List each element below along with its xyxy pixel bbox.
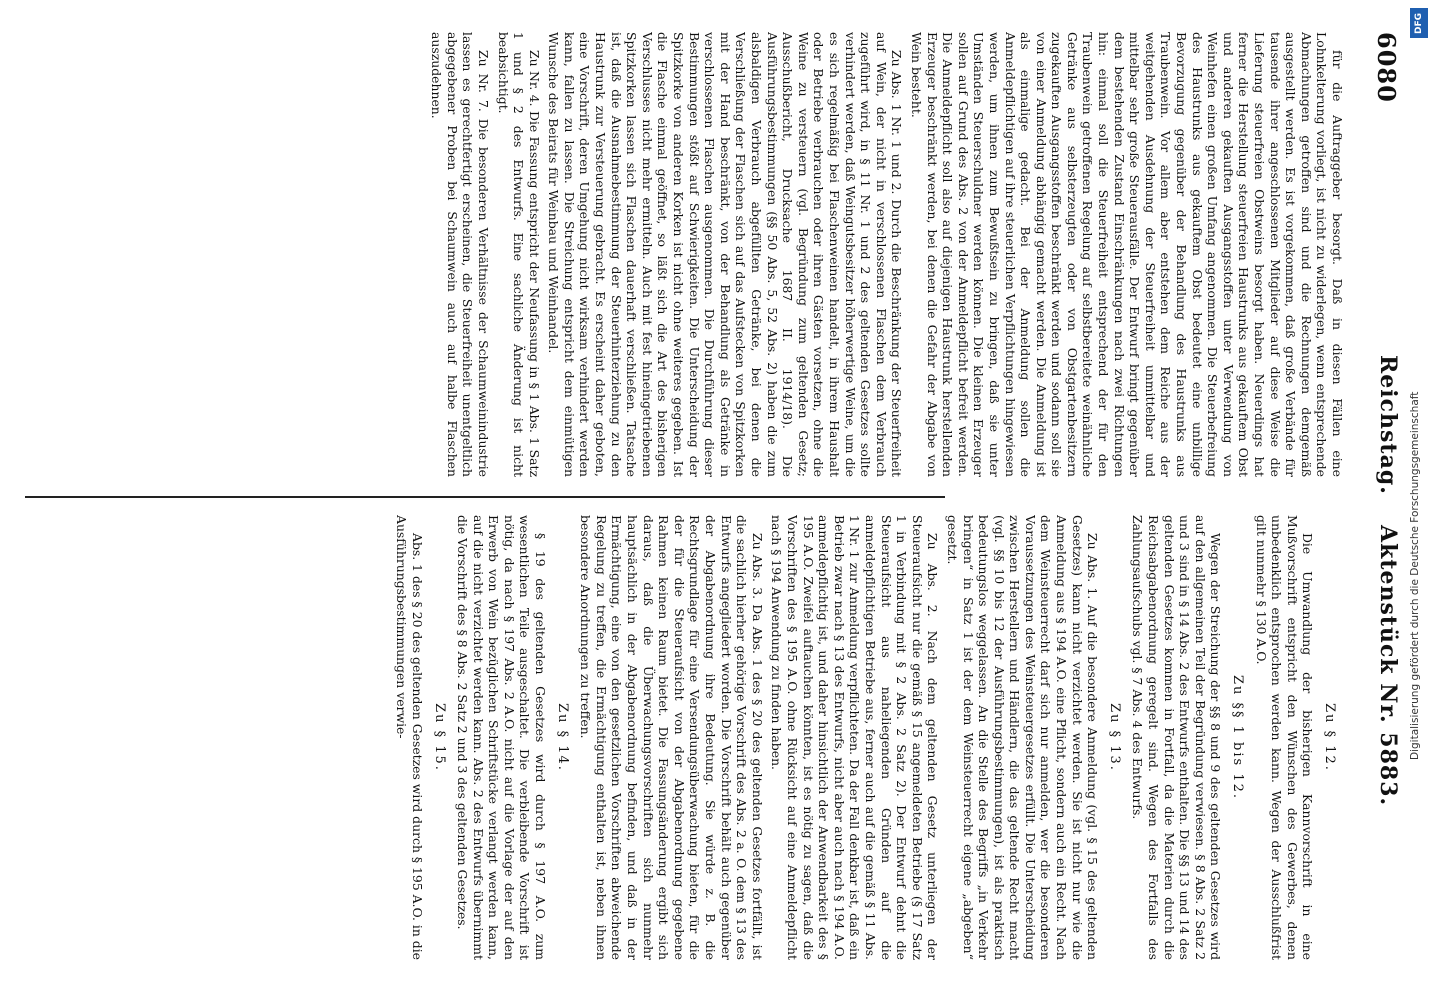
- header-right-title: Aktenstück Nr. 5883.: [1375, 525, 1401, 807]
- section-heading: Zu § 15.: [431, 703, 447, 772]
- paragraph: Zu Abs. 1 Nr. 1 und 2. Durch die Beschränkung der Steuerfreiheit auf Wein, der nicht in verschlossenen Flaschen dem Verbrauch zugeführt wird, in § 11 Nr. 1 und 2 des geltenden Gesetzes sollte verhindert werden, daß Weingutsbesitzer höherwertige Weine, um die es sich regelmäßig bei Flaschenweinen handelt, in ihrem Haushalt oder Betriebe verbrauchen oder ihren Gästen vorsetzen, ohne die Weine zu versteuern (vgl. Begründung zum geltenden Gesetz; Ausschußbericht, Drucksache 1687 II. 1914/18). Die Ausführungsbestimmungen (§§ 50 Abs. 5, 52 Abs. 2) haben die zum alsbaldigen Verbrauch abgefüllten Getränke, bei denen die Verschließung der Flaschen sich auf das Aufstecken von Spitzkorken mit der Hand beschränkt, von der Behandlung als Getränke in verschlossenen Flaschen ausgenommen. Die Durchführung dieser Bestimmungen stößt auf Schwierigkeiten. Die Unterscheidung der Spitzkorke von anderen Korken ist nicht ohne weiteres gegeben. Ist die Flasche einmal geöffnet, so läßt sich die Art des bisherigen Verschlusses nicht mehr ermitteln. Auch mit fest hineingetriebenen Spitzkorken lassen sich Flaschen dauerhaft verschließen. Tatsache ist, daß die Ausnahmebestimmung der Steuerhinterziehung zu den Haustrunk zur Versteuerung gebracht. Es erscheint daher geboten, eine Vorschrift, deren Umgehung nicht wirksam verhindert werden kann, fallen zu lassen. Die Streichung entspricht dem einmütigen Wunsche des Beirats für Weinbau und Weinhandel.: [546, 32, 905, 477]
- section-heading: Zu § 14.: [554, 703, 570, 772]
- column-divider: [25, 496, 945, 498]
- credit-text: Digitalisierung gefördert durch die Deutsche Forschungsgemeinschaft: [1409, 391, 1421, 760]
- paragraph: Zu Abs. 2. Nach dem geltenden Gesetz unterliegen der Steueraufsicht nur die gemäß § 15 angemeldeten Betriebe (§ 17 Satz 1 in Verbindung mit § 2 Abs. 2 Satz 2). Der Entwurf dehnt die Steueraufsicht aus naheliegenden Gründen auf die anmeldepflichtigen Betriebe aus, ferner auch auf die gemäß § 11 Abs. 1 Nr. 1 zur Anmeldung verpflichteten. Da der Fall denkbar ist, daß ein Betrieb zwar nach § 13 des Entwurfs, nicht aber auch nach § 194 A.O. anmeldepflichtig ist, und daher hinsichtlich der Anwendbarkeit des § 195 A.O. Zweifel auftauchen könnten, ist es nötig zu sagen, daß die Vorschriften des § 195 A.O. ohne Rücksicht auf eine Anmeldepflicht nach § 194 Anwendung zu finden haben.: [769, 515, 941, 960]
- section-heading: Zu § 13.: [1106, 703, 1122, 772]
- side-credit: [1406, 0, 1432, 1000]
- paragraph: Zu Nr. 7. Die besonderen Verhältnisse der Schaumweinindustrie lassen es gerechtfertigt erscheinen, die Steuerfreiheit unentgeltlich abgegebener Proben bei Schaumwein auch auf halbe Flaschen auszudehnen.: [429, 32, 491, 477]
- right-column: [25, 515, 1345, 960]
- header-left-title: Reichstag.: [1375, 355, 1401, 495]
- dfg-logo: DFG: [1410, 8, 1428, 38]
- paragraph: § 19 des geltenden Gesetzes wird durch § 197 A.O. zum wesentlichen Teile ausgeschaltet. Die verbleibende Vorschrift ist nötig, da nach § 197 Abs. 2 A.O. nicht auf die Vorlage der auf den Erwerb von Wein bezüglichen Schriftstücke verlangt werden kann, auf die nicht verzichtet werden kann. Abs. 2 des Entwurfs übernimmt die Vorschrift des § 8 Abs. 2 Satz 2 und 3 des geltenden Gesetzes.: [455, 515, 549, 960]
- left-column: [25, 32, 1345, 477]
- page-number: 6080: [1372, 32, 1401, 103]
- section-heading: Zu § 12.: [1322, 703, 1337, 772]
- paragraph: Die Umwandlung der bisherigen Kannvorschrift in eine Mußvorschrift entspricht den Wünschen des Gewerbes, denen unbedenklich entsprochen werden kann. Wegen der Ausschlußfrist gilt nunmehr § 130 A.O.: [1253, 515, 1316, 960]
- paragraph: Zu Abs. 1. Auf die besondere Anmeldung (vgl. § 15 des geltenden Gesetzes) kann nicht verzichtet werden. Sie ist nicht nur wie die Anmeldung aus § 194 A.O. eine Pflicht, sondern auch ein Recht. Nach dem Weinsteuerrecht darf sich nur anmelden, wer die besonderen Voraussetzungen des Weinsteuergesetzes erfüllt. Die Unterscheidung zwischen Herstellern und Händlern, die das geltende Recht macht (vgl. §§ 10 bis 12 der Ausführungsbestimmungen), ist als praktisch bedeutungslos weggelassen. An die Stelle des Begriffs „in Verkehr bringen“ in Satz 1 ist der dem Weinsteuerrecht eigene „abgeben“ gesetzt.: [944, 515, 1101, 960]
- paragraph: Zu Abs. 3. Da Abs. 1 des § 20 des geltenden Gesetzes fortfällt, ist die sachlich hierher gehörige Vorschrift des Abs. 2 a. O. dem § 13 des Entwurfs angegliedert worden. Die Vorschrift behält auch gegenüber der Abgabenordnung ihre Bedeutung. Sie würde z. B. die Rechtsgrundlage für eine Versendungsüberwachung bieten, für die der für die Steueraufsicht von der Abgabenordnung gegebene Rahmen keinen Raum bietet. Die Fassungsänderung ergibt sich daraus, daß die Überwachungsvorschriften sich nunmehr hauptsächlich in der Abgabenordnung befinden, und daß in der Ermächtigung, eine von den gesetzlichen Vorschriften abweichende Regelung zu treffen, die Ermächtigung enthalten ist, neben ihnen besondere Anordnungen zu treffen.: [578, 515, 765, 960]
- paragraph: Wegen der Streichung der §§ 8 und 9 des geltenden Gesetzes wird auf den allgemeinen Teil der Begründung verwiesen. § 8 Abs. 2 Satz 2 und 3 sind in § 14 Abs. 2 des Entwurfs enthalten. Die §§ 13 und 14 des geltenden Gesetzes kommen in Fortfall, da die Materien durch die Reichsabgabenordnung geregelt sind. Wegen des Fortfalls des Zahlungsaufschubs vgl. § 7 Abs. 4 des Entwurfs.: [1130, 515, 1224, 960]
- section-heading: Zu §§ 1 bis 12.: [1230, 674, 1246, 801]
- paragraph: Zu Nr. 4. Die Fassung entspricht der Neufassung in § 1 Abs. 1 Satz 1 und § 2 des Entwurfs. Eine sachliche Änderung ist nicht beabsichtigt.: [495, 32, 542, 477]
- paragraph: Abs. 1 des § 20 des geltenden Gesetzes wird durch § 195 A.O. in die Ausführungsbestimmungen verwie-: [394, 515, 425, 960]
- paragraph: für die Auftraggeber besorgt. Daß in diesen Fällen eine Lohnkelterung vorliegt, ist nicht zu widerlegen, wenn entsprechende Abmachungen getroffen sind und die Rechnungen demgemäß ausgestellt werden. Es ist vorgekommen, daß große Verbände für tausende ihrer angeschlossenen Mitglieder auf diese Weise die Lieferung steuerfreien Obstweins besorgt haben. Neuerdings hat ferner die Herstellung steuerfreien Haustrunks aus gekauftem Obst und anderen gekauften Ausgangsstoffen unter Verwendung von Weinhefen einen großen Umfang angenommen. Die Steuerbefreiung des Haustrunks aus gekauftem Obst bedeutet eine unbillige Bevorzugung gegenüber der Behandlung des Haustrunks aus Traubenwein. Vor allem aber entstehen dem Reiche aus der weitgehenden Ausdehnung der Steuerfreiheit unmittelbar und mittelbar sehr große Steuerausfälle. Der Entwurf bringt gegenüber dem bestehenden Zustand Einschränkungen nach zwei Richtungen hin: einmal soll die Steuerfreiheit entsprechend der für den Traubenwein getroffenen Regelung auf selbstbereitete weinähnliche Getränke aus selbsterzeugten oder von Obstgartenbesitzern zugekauften Ausgangsstoffen beschränkt werden und sodann soll sie von einer Anmeldung abhängig gemacht werden. Die Anmeldung ist als einmalige gedacht. Bei der Anmeldung sollen die Anmeldepflichtigen auf ihre steuerlichen Verpflichtungen hingewiesen werden, um ihnen zum Bewußtsein zu bringen, daß sie unter Umständen Steuerschuldner werden können. Die kleinen Erzeuger sollen auf Grund des Abs. 2 von der Anmeldepflicht befreit werden. Die Anmeldepflicht soll also auf diejenigen Haustrunk herstellenden Erzeuger beschränkt werden, bei denen die Gefahr der Abgabe von Wein besteht.: [908, 32, 1345, 477]
- document-page: [15, 20, 1415, 980]
